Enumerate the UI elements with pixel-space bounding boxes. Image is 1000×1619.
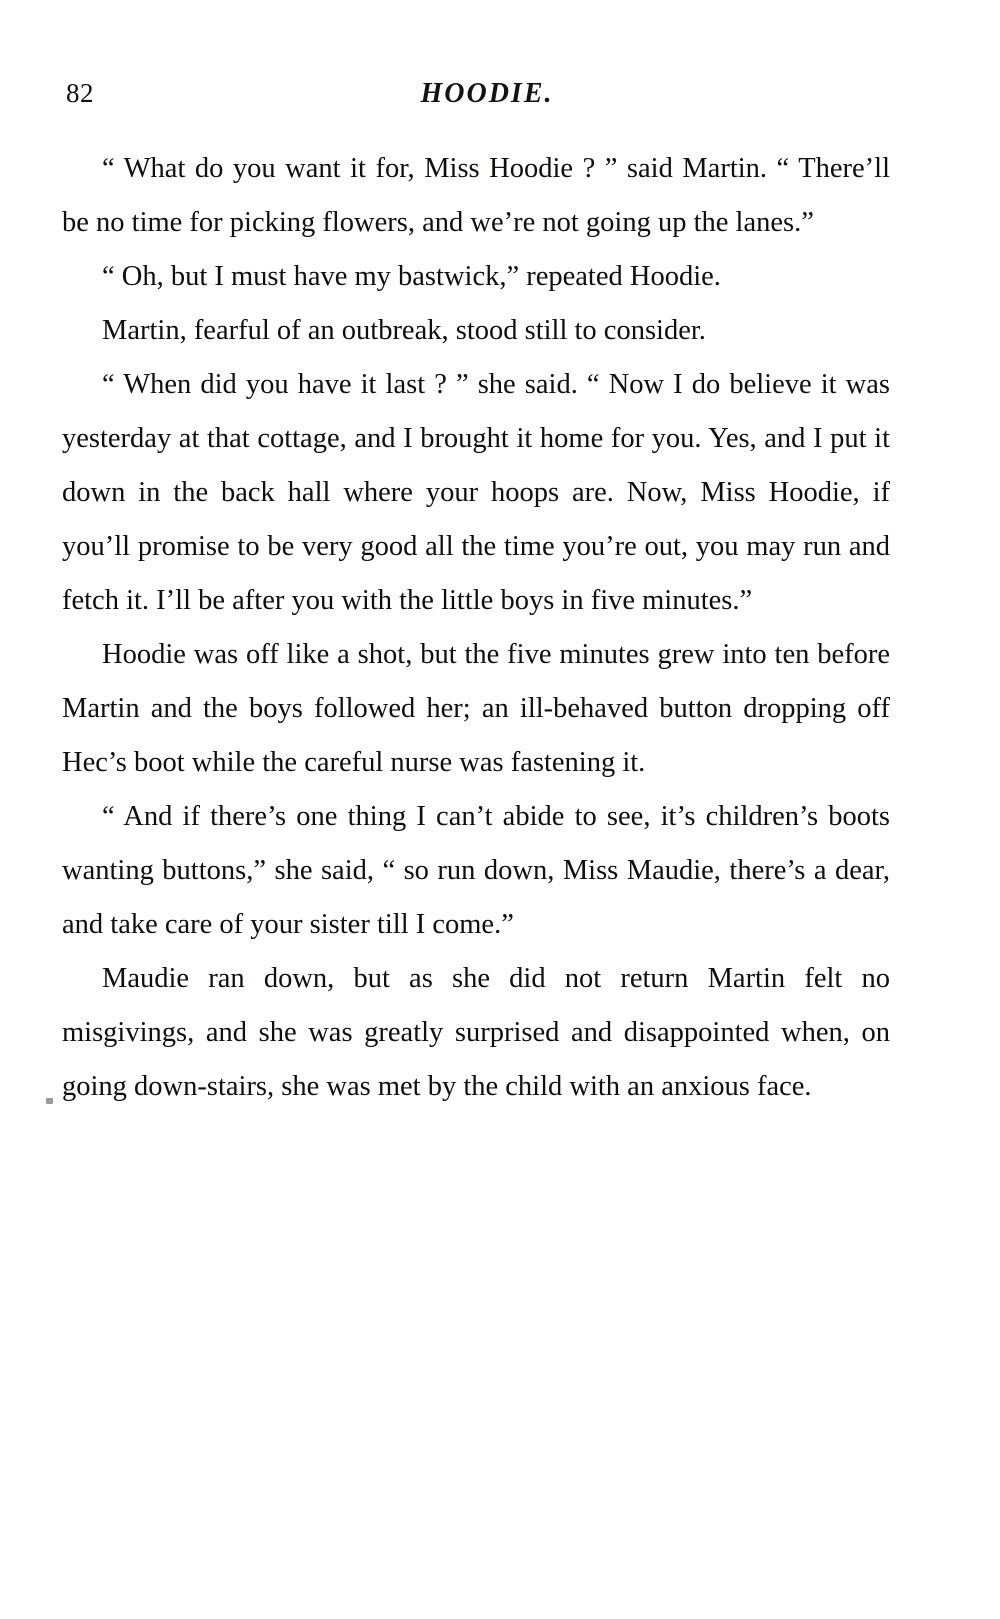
- margin-speck: [46, 1098, 53, 1104]
- page-title: HOODIE.: [420, 78, 554, 109]
- paragraph: Maudie ran down, but as she did not return Martin felt no misgivings, and she was greatly surprised and disappointed when, on going down-stairs, she was met by the child with an anxious face.: [62, 963, 890, 1102]
- page-number: 82: [66, 78, 94, 108]
- running-head: [62, 78, 890, 124]
- paragraph: “ What do you want it for, Miss Hoodie ? ” said Martin. “ There’ll be no time for picking flowers, and we’re not going up the lanes.”: [62, 153, 890, 238]
- paragraph: Martin, fearful of an outbreak, stood still to consider.: [102, 315, 706, 346]
- paragraph: “ And if there’s one thing I can’t abide to see, it’s children’s boots wanting buttons,” she said, “ so run down, Miss Maudie, there’s a dear, and take care of your sister till I come.”: [62, 801, 890, 940]
- paragraph: Hoodie was off like a shot, but the five minutes grew into ten before Martin and the boys followed her; an ill-behaved button dropping off Hec’s boot while the careful nurse was fastening it.: [62, 639, 890, 778]
- paragraph: “ Oh, but I must have my bastwick,” repeated Hoodie.: [102, 261, 721, 292]
- paragraph: “ When did you have it last ? ” she said. “ Now I do believe it was yesterday at that cottage, and I brought it home for you. Yes, and I put it down in the back hall where your hoops are. Now, Miss Hoodie, if you’ll promise to be very good all the time you’re out, you may run and fetch it. I’ll be after you with the little boys in five minutes.”: [62, 369, 890, 616]
- body-text: [62, 142, 890, 1114]
